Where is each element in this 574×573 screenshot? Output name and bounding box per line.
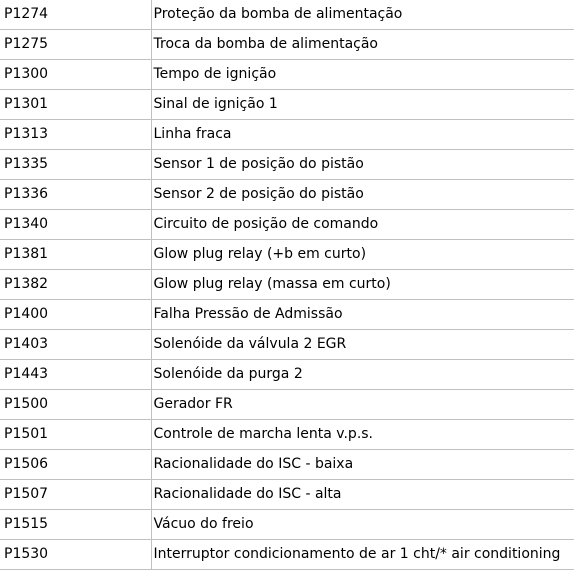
- fault-description-cell: Falha Pressão de Admissão: [151, 300, 574, 330]
- table-row: [0, 420, 574, 450]
- fault-code-cell: P1500: [0, 390, 151, 420]
- fault-code-cell: P1515: [0, 510, 151, 540]
- fault-description-cell: Sensor 1 de posição do pistão: [151, 150, 574, 180]
- table-row: [0, 60, 574, 90]
- table-row: [0, 540, 574, 570]
- table-row: [0, 450, 574, 480]
- fault-description-cell: Circuito de posição de comando: [151, 210, 574, 240]
- fault-description-cell: Solenóide da purga 2: [151, 360, 574, 390]
- table-row: [0, 30, 574, 60]
- table-row: [0, 300, 574, 330]
- fault-code-cell: P1335: [0, 150, 151, 180]
- fault-code-cell: P1336: [0, 180, 151, 210]
- fault-code-cell: P1301: [0, 90, 151, 120]
- fault-code-cell: P1501: [0, 420, 151, 450]
- fault-code-cell: P1506: [0, 450, 151, 480]
- table-row: [0, 390, 574, 420]
- fault-description-cell: Sensor 2 de posição do pistão: [151, 180, 574, 210]
- fault-description-cell: Racionalidade do ISC - baixa: [151, 450, 574, 480]
- fault-description-cell: Interruptor condicionamento de ar 1 cht/* air conditioning: [151, 540, 574, 570]
- table-row: [0, 90, 574, 120]
- fault-code-cell: P1313: [0, 120, 151, 150]
- fault-description-cell: Linha fraca: [151, 120, 574, 150]
- fault-code-cell: P1274: [0, 0, 151, 30]
- fault-code-cell: P1382: [0, 270, 151, 300]
- fault-description-cell: Vácuo do freio: [151, 510, 574, 540]
- fault-code-cell: P1443: [0, 360, 151, 390]
- table-row: [0, 240, 574, 270]
- fault-code-cell: P1507: [0, 480, 151, 510]
- table-row: [0, 150, 574, 180]
- table-row: [0, 480, 574, 510]
- table-row: [0, 120, 574, 150]
- fault-description-cell: Sinal de ignição 1: [151, 90, 574, 120]
- table-row: [0, 510, 574, 540]
- fault-description-cell: Glow plug relay (+b em curto): [151, 240, 574, 270]
- fault-code-cell: P1400: [0, 300, 151, 330]
- table-row: [0, 330, 574, 360]
- table-row: [0, 180, 574, 210]
- fault-description-cell: Controle de marcha lenta v.p.s.: [151, 420, 574, 450]
- fault-code-cell: P1530: [0, 540, 151, 570]
- fault-description-cell: Gerador FR: [151, 390, 574, 420]
- fault-description-cell: Proteção da bomba de alimentação: [151, 0, 574, 30]
- table-row: [0, 270, 574, 300]
- table-row: [0, 0, 574, 30]
- fault-code-cell: P1381: [0, 240, 151, 270]
- fault-code-cell: P1340: [0, 210, 151, 240]
- fault-code-cell: P1403: [0, 330, 151, 360]
- fault-description-cell: Glow plug relay (massa em curto): [151, 270, 574, 300]
- fault-description-cell: Troca da bomba de alimentação: [151, 30, 574, 60]
- fault-description-cell: Racionalidade do ISC - alta: [151, 480, 574, 510]
- fault-description-cell: Tempo de ignição: [151, 60, 574, 90]
- table-row: [0, 360, 574, 390]
- fault-description-cell: Solenóide da válvula 2 EGR: [151, 330, 574, 360]
- fault-code-cell: P1300: [0, 60, 151, 90]
- table-row: [0, 210, 574, 240]
- fault-code-cell: P1275: [0, 30, 151, 60]
